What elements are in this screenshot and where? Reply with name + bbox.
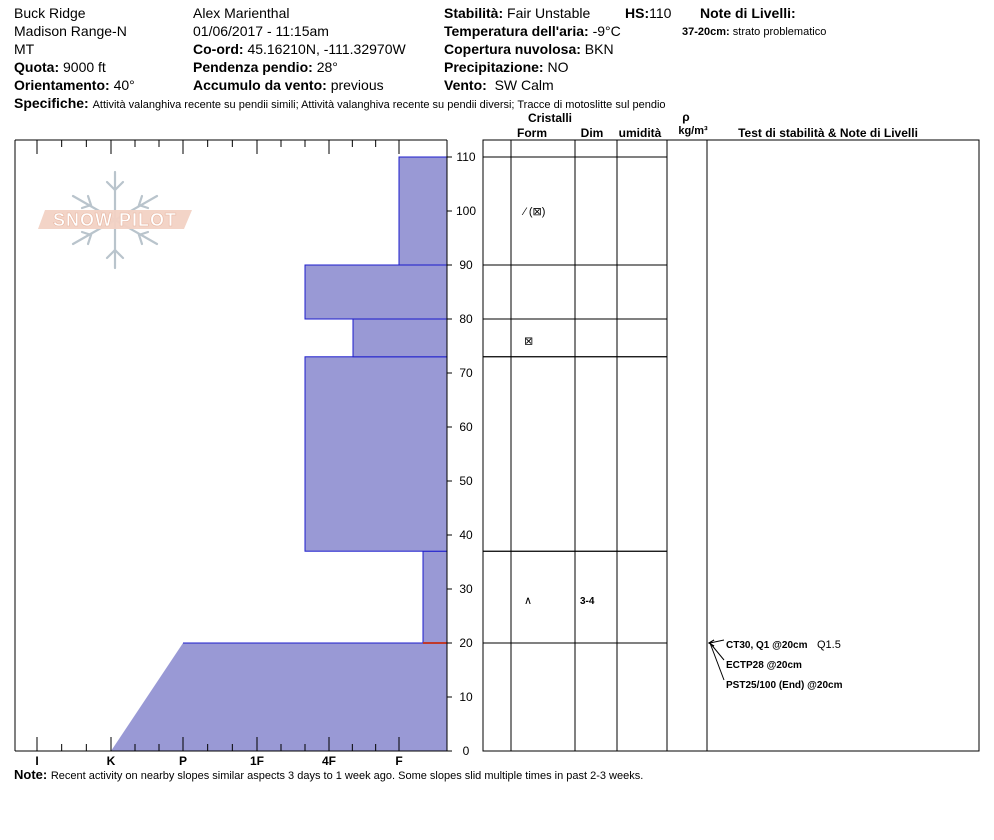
test-pointer [710, 643, 724, 660]
specifics: Specifiche: Attività valanghiva recente su pendii simili; Attività valanghiva recente su pendii diversi; Tracce di motoslitte sul pendio [14, 95, 666, 111]
depth-tick-label: 70 [459, 366, 473, 380]
hardness-tick-label: I [35, 754, 39, 768]
range: Madison Range-N [14, 23, 127, 39]
depth-tick-label: 50 [459, 474, 473, 488]
depth-tick-label: 90 [459, 258, 473, 272]
size-header: Dim [580, 126, 604, 140]
observer: Alex Marienthal [193, 5, 290, 21]
wind-loading: Accumulo da vento: previous [193, 77, 384, 93]
depth-tick-label: 30 [459, 582, 473, 596]
crystals-header: Cristalli [527, 111, 573, 125]
coordinates: Co-ord: 45.16210N, -111.32970W [193, 41, 406, 57]
hardness-layer [353, 319, 447, 357]
hardness-layer [305, 357, 447, 551]
grain-form-symbol: ⊠ [524, 335, 534, 348]
depth-tick-label: 100 [455, 204, 477, 218]
moisture-header: umidità [618, 126, 662, 140]
tests-header: Test di stabilità & Note di Livelli [738, 126, 918, 140]
grain-form-symbol: ⁄ (⊠) [524, 206, 546, 218]
layer-notes-label: Note di Livelli: [700, 5, 796, 21]
snow-height: HS:110 [625, 5, 672, 21]
depth-tick-label: 20 [459, 636, 473, 650]
hardness-layer [423, 551, 447, 643]
hardness-tick-label: 4F [321, 754, 337, 768]
hardness-tick-label: 1F [249, 754, 265, 768]
depth-tick-label: 110 [456, 150, 476, 164]
aspect: Orientamento: 40° [14, 77, 135, 93]
hardness-tick-label: P [178, 754, 188, 768]
svg-text:SNOW PILOT: SNOW PILOT [53, 210, 177, 230]
state: MT [14, 41, 35, 57]
stability-test-label: CT30, Q1 @20cm [726, 640, 808, 651]
slope-angle: Pendenza pendio: 28° [193, 59, 338, 75]
depth-tick-label: 10 [459, 690, 473, 704]
location: Buck Ridge [14, 5, 86, 21]
form-header: Form [517, 126, 547, 140]
hardness-layer [305, 265, 447, 319]
density-unit-header: kg/m³ [678, 125, 708, 137]
depth-tick-label: 0 [462, 744, 470, 758]
stability-test-label: PST25/100 (End) @20cm [726, 680, 843, 691]
test-pointer [710, 643, 724, 680]
note: Note: Recent activity on nearby slopes similar aspects 3 days to 1 week ago. Some slopes slid multiple times in past 2-3 weeks. [14, 767, 644, 782]
air-temperature: Temperatura dell'aria: -9°C [444, 23, 621, 39]
snowpilot-logo [38, 172, 192, 268]
rho-header: ρ [682, 110, 690, 124]
cloud-cover: Copertura nuvolosa: BKN [444, 41, 614, 57]
grain-size: 3-4 [580, 595, 595, 607]
depth-tick-label: 60 [459, 420, 473, 434]
hardness-layer [399, 157, 447, 265]
datetime: 01/06/2017 - 11:15am [193, 23, 329, 39]
layer-note: 37-20cm: strato problematico [682, 26, 827, 38]
stability: Stabilità: Fair Unstable [444, 5, 591, 21]
precipitation: Precipitazione: NO [444, 59, 569, 75]
stability-test-label: ECTP28 @20cm [726, 660, 802, 671]
depth-tick-label: 80 [459, 312, 473, 326]
wind: Vento: SW Calm [444, 77, 554, 93]
hardness-tick-label: F [395, 754, 403, 768]
depth-tick-label: 40 [459, 528, 473, 542]
stability-test-extra: Q1.5 [817, 639, 841, 651]
hardness-layer [111, 643, 447, 751]
hardness-tick-label: K [106, 754, 116, 768]
elevation: Quota: 9000 ft [14, 59, 106, 75]
grain-form-symbol: ∧ [524, 594, 533, 607]
